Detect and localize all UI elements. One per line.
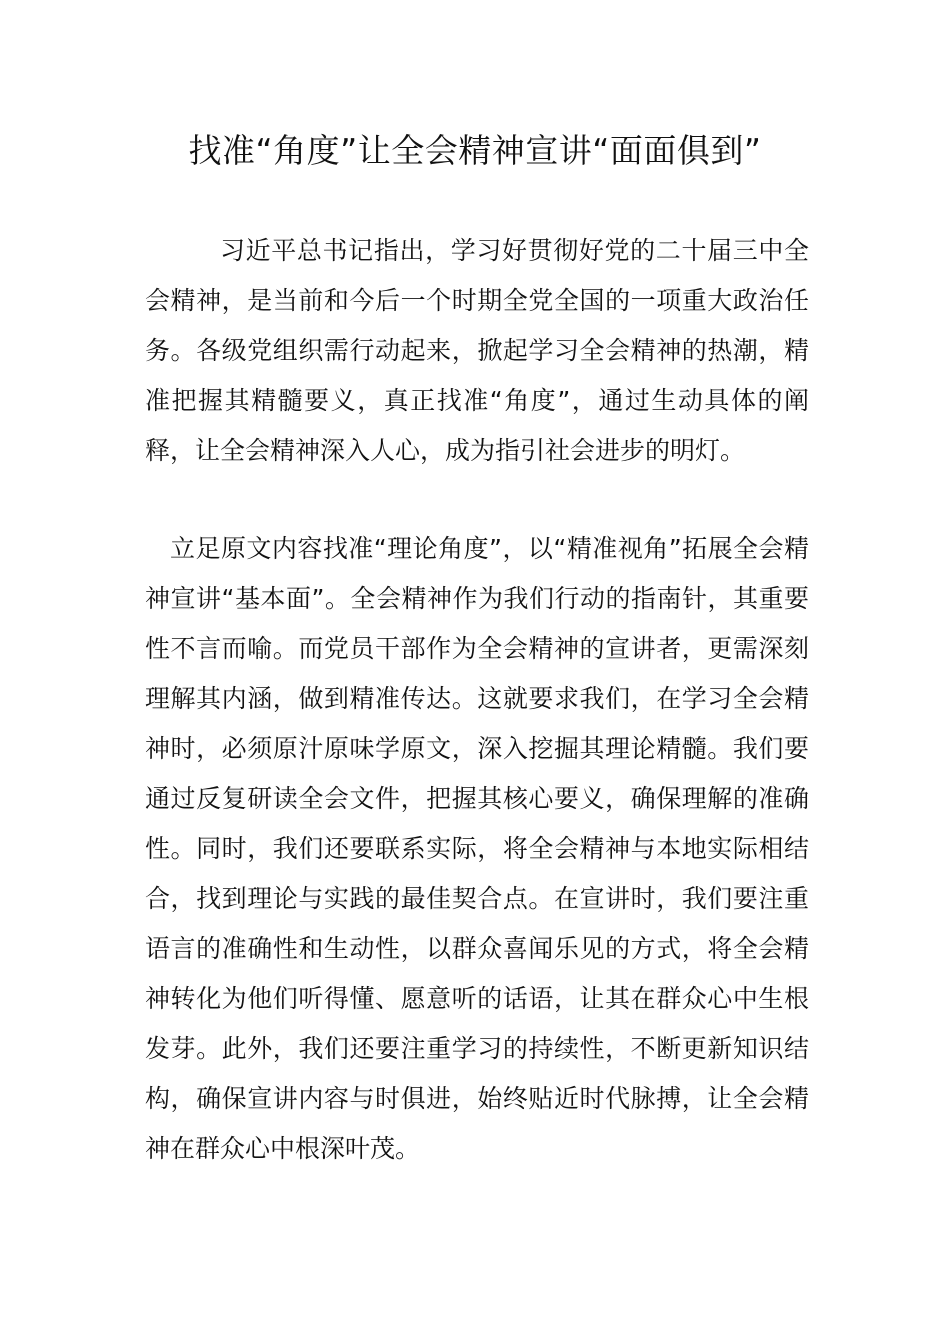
paragraph-1: 习近平总书记指出，学习好贯彻好党的二十届三中全会精神，是当前和今后一个时期全党全国的一项重大政治任务。各级党组织需行动起来，掀起学习全会精神的热潮，精准把握其精髓要义，真正找准“角度”，通过生动具体的阐释，让全会精神深入人心，成为指引社会进步的明灯。 <box>145 236 809 465</box>
paragraph-2: 立足原文内容找准“理论角度”，以“精准视角”拓展全会精神宣讲“基本面”。全会精神作为我们行动的指南针，其重要性不言而喻。而党员干部作为全会精神的宣讲者，更需深刻理解其内涵，做到精准传达。这就要求我们，在学习全会精神时，必须原汁原味学原文，深入挖掘其理论精髓。我们要通过反复研读全会文件，把握其核心要义，确保理解的准确性。同时，我们还要联系实际，将全会精神与本地实际相结合，找到理论与实践的最佳契合点。在宣讲时，我们要注重语言的准确性和生动性，以群众喜闻乐见的方式，将全会精神转化为他们听得懂、愿意听的话语，让其在群众心中生根发芽。此外，我们还要注重学习的持续性，不断更新知识结构，确保宣讲内容与时俱进，始终贴近时代脉搏，让全会精神在群众心中根深叶茂。 <box>145 534 809 1163</box>
document-title: 找准“角度”让全会精神宣讲“面面俱到” <box>188 131 762 170</box>
